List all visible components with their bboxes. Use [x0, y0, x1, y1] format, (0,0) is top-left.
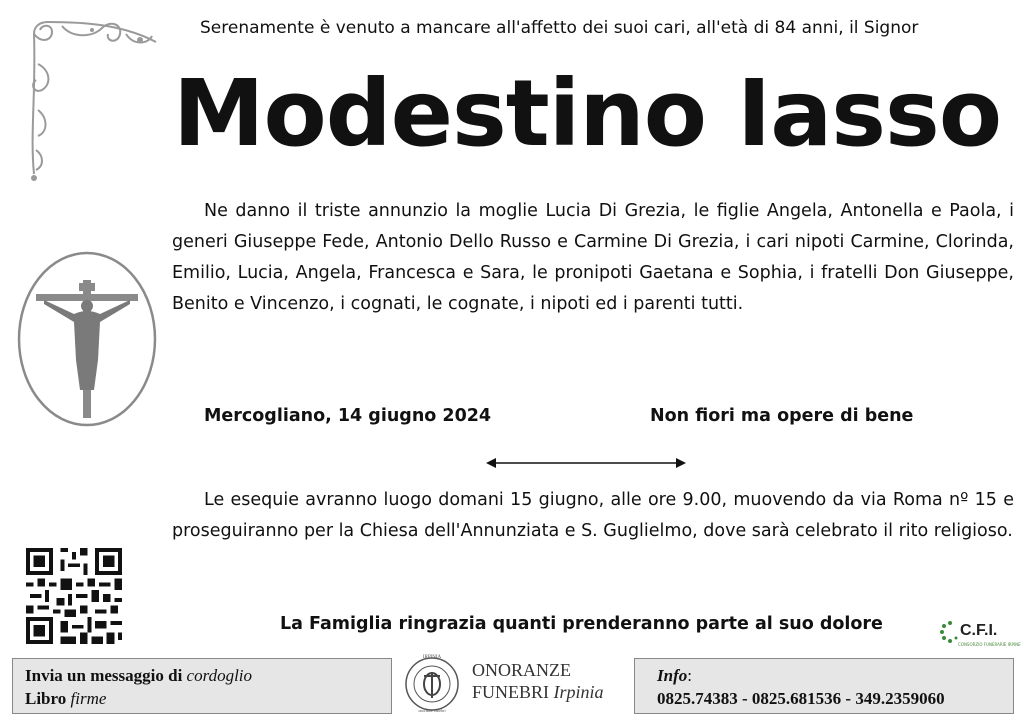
cfi-label: C.F.I. — [960, 622, 998, 639]
company-name — [472, 659, 604, 703]
deceased-name: Modestino Iasso — [172, 60, 1002, 167]
guestbook-italic: firme — [70, 689, 107, 708]
condolence-italic: cordoglio — [186, 666, 253, 685]
company-line2-italic: Irpinia — [553, 682, 604, 702]
intro-text: Serenamente è venuto a mancare all'affetto dei suoi cari, all'età di 84 anni, il Signor — [200, 18, 919, 38]
company-logo-icon — [404, 650, 460, 714]
qr-code-icon[interactable] — [26, 548, 122, 644]
guestbook-prefix: Libro — [25, 689, 71, 708]
condolence-prefix: Invia un messaggio di — [25, 666, 187, 685]
phone-numbers[interactable]: 0825.74383 - 0825.681536 - 349.2359060 — [657, 689, 945, 708]
family-paragraph: Ne danno il triste annunzio la moglie Lucia Di Grezia, le figlie Angela, Antonella e Paola, i generi Giuseppe Fede, Antonio Dello Russo e Carmine Di Grezia, i cari nipoti Carmine, Clorinda, Emilio, Lucia, Angela, Francesca e Sara, le pronipoti Gaetana e Sophia, i fratelli Don Giuseppe, Benito e Vincenzo, i cognati, le cognate, i nipoti ed i parenti tutti. — [172, 201, 1014, 314]
guestbook-link[interactable] — [25, 687, 379, 710]
info-colon: : — [687, 666, 692, 685]
cfi-dots-icon — [940, 620, 960, 644]
place-date: Mercogliano, 14 giugno 2024 — [204, 406, 492, 426]
condolence-message-link[interactable] — [25, 664, 379, 687]
double-arrow-icon — [486, 455, 686, 471]
cfi-sublabel: CONSORZIO FUNERARIE IRPINE — [958, 642, 1021, 647]
funeral-paragraph: Le esequie avranno luogo domani 15 giugno, alle ore 9.00, muovendo da via Roma nº 15 e proseguiranno per la Chiesa dell'Annunziata e S. Guglielmo, dove sarà celebrato il rito religioso. — [172, 490, 1014, 541]
info-label: Info — [657, 666, 688, 685]
crucifix-icon — [16, 250, 158, 428]
cfi-badge — [940, 618, 1021, 648]
family-thanks: La Famiglia ringrazia quanti prenderanno parte al suo dolore — [280, 614, 883, 634]
logo-bottom-text: onoranze funebri — [418, 708, 446, 713]
company-line2 — [472, 681, 604, 703]
flowers-note: Non fiori ma opere di bene — [650, 406, 914, 426]
logo-top-text: IRPINIA — [422, 655, 442, 660]
condolence-box[interactable] — [12, 658, 392, 714]
company-line1: ONORANZE — [472, 660, 571, 680]
company-line2-prefix: FUNEBRI — [472, 682, 554, 702]
info-box — [634, 658, 1014, 714]
